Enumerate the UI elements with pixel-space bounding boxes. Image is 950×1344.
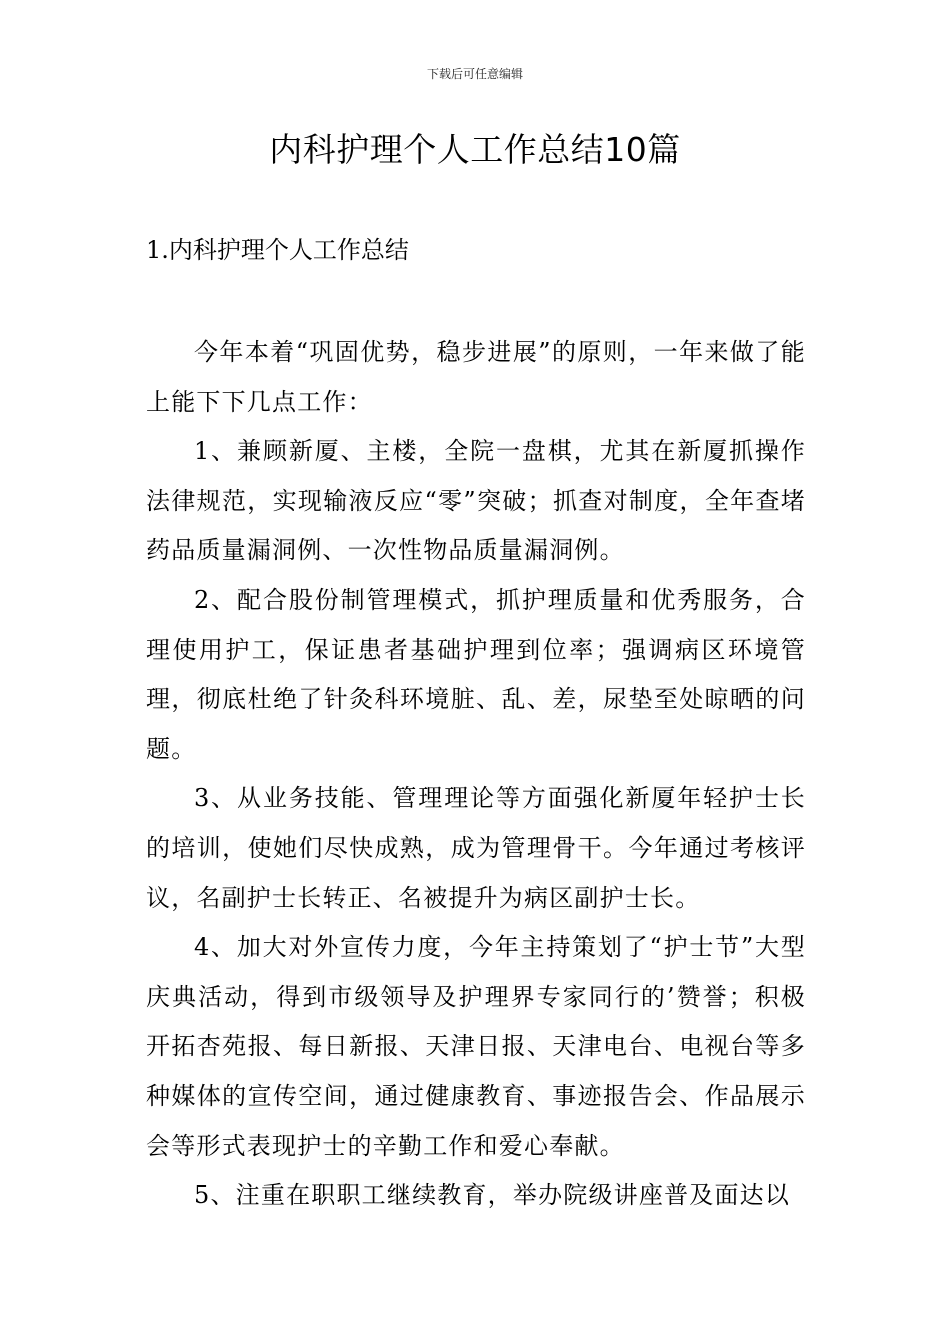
document-title: 内科护理个人工作总结10篇	[269, 130, 681, 169]
paragraph-item-5: 5、注重在职职工继续教育，举办院级讲座普及面达以	[194, 1181, 791, 1210]
paragraph-intro: 今年本着“巩固优势，稳步进展”的原则，一年来做了能上能下下几点工作：	[146, 338, 806, 416]
paragraph-item-4: 4、加大对外宣传力度，今年主持策划了“护士节”大型庆典活动，得到市级领导及护理界专家同行的’赞誉；积极开拓杏苑报、每日新报、天津日报、天津电台、电视台等多种媒体的宣传空间，通过健康教育、事迹报告会、作品展示会等形式表现护士的辛勤工作和爱心奉献。	[146, 933, 806, 1160]
header-note: 下载后可任意编辑	[426, 67, 523, 81]
section-heading: 1.内科护理个人工作总结	[146, 236, 409, 264]
paragraph-item-2: 2、配合股份制管理模式，抓护理质量和优秀服务，合理使用护工，保证患者基础护理到位率；强调病区环境管理，彻底杜绝了针灸科环境脏、乱、差，尿垫至处晾晒的问题。	[146, 585, 806, 763]
paragraph-item-1: 1、兼顾新厦、主楼，全院一盘棋，尤其在新厦抓操作法律规范，实现输液反应“零”突破；抓查对制度，全年查堵药品质量漏洞例、一次性物品质量漏洞例。	[146, 437, 806, 565]
paragraph-item-3: 3、从业务技能、管理理论等方面强化新厦年轻护士长的培训，使她们尽快成熟，成为管理骨干。今年通过考核评议，名副护士长转正、名被提升为病区副护士长。	[146, 784, 806, 912]
body-text	[146, 328, 806, 1221]
